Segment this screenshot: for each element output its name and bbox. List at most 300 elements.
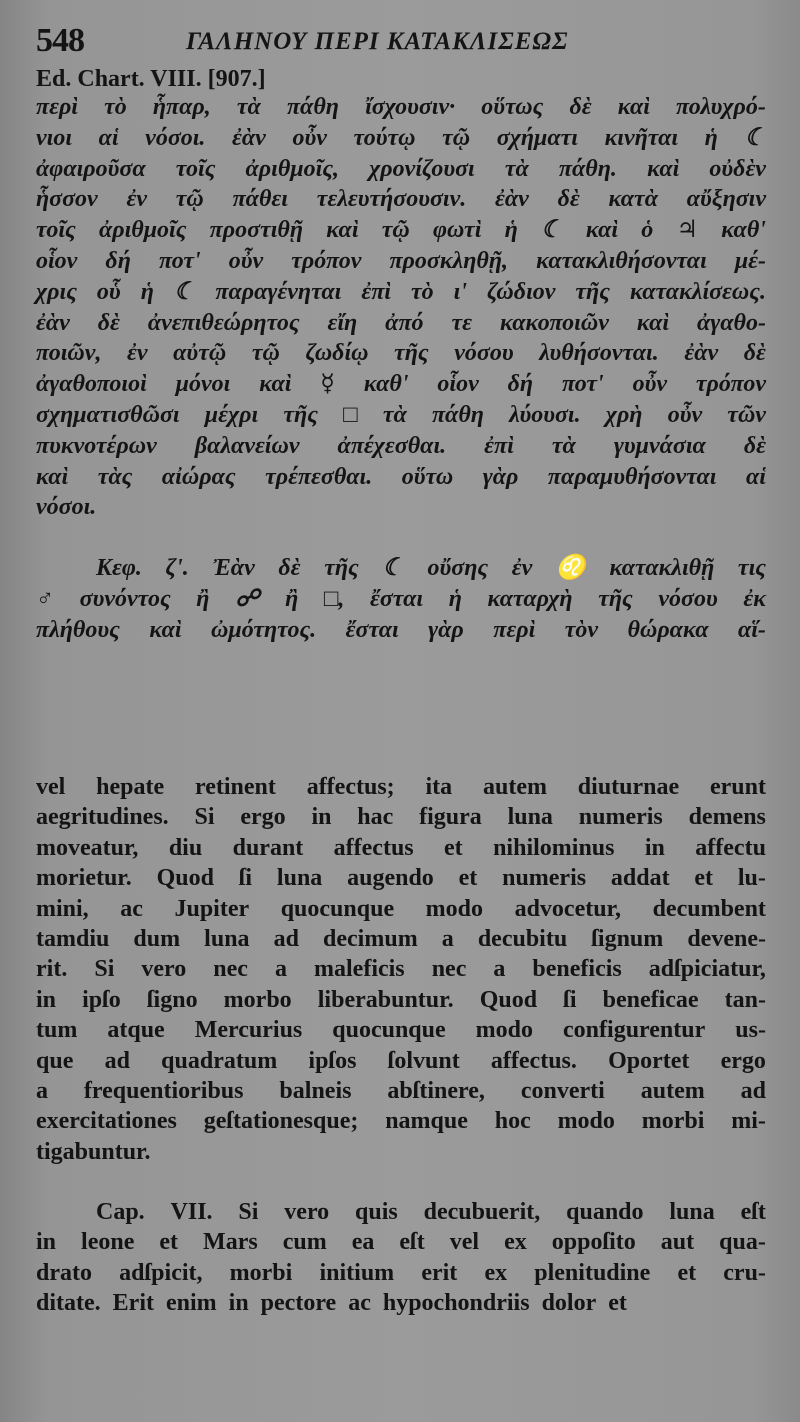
word: durant [232, 834, 304, 861]
word: τρόπον [695, 371, 766, 398]
text-line [36, 154, 766, 185]
word: τε [451, 309, 473, 336]
word: ἀγαθοποιοὶ [36, 371, 147, 398]
word: πολυχρό- [676, 94, 766, 120]
word: ☾ [173, 278, 196, 305]
word: in [36, 986, 57, 1013]
word: ἐπὶ [361, 278, 391, 305]
text-line [36, 1137, 766, 1167]
word: σχηματισθῶσι [36, 401, 180, 428]
word: devene- [687, 925, 766, 952]
running-head [36, 22, 764, 66]
word: decumbent [652, 895, 766, 922]
text-line [36, 308, 766, 339]
text-line [36, 462, 766, 493]
word: αὐτῷ [173, 340, 227, 367]
paragraph-gap [36, 523, 766, 553]
word: αἱ [746, 463, 766, 490]
word: ἐὰν [684, 340, 719, 367]
word: ſi [238, 865, 253, 892]
word: cru- [723, 1259, 766, 1286]
word: lu- [737, 865, 766, 892]
word: μέ- [734, 247, 766, 274]
greek-paragraph-1 [36, 92, 766, 523]
word: οἷον [36, 247, 78, 274]
word: erit [421, 1259, 458, 1286]
word: autem [482, 774, 547, 800]
word: οὕτως [481, 94, 544, 120]
word: βαλανείων [194, 432, 300, 459]
word: χρὴ [605, 401, 643, 428]
word: ſi [563, 986, 577, 1013]
word: luna [204, 925, 250, 952]
word: οὖν [292, 124, 327, 151]
word: τὰ [236, 94, 261, 120]
word: Jupiter [174, 895, 250, 922]
word: quadratum [161, 1047, 278, 1074]
word: plenitudine [534, 1259, 651, 1286]
text-line [36, 184, 766, 215]
word: καθ' [721, 217, 766, 244]
word: tamdiu [36, 925, 110, 952]
word: τὸ [104, 94, 127, 120]
word: qua- [719, 1229, 766, 1256]
word: τῷ [175, 186, 204, 213]
text-line [36, 277, 766, 308]
word: γυμνάσια [613, 432, 706, 459]
word: δὲ [557, 186, 580, 213]
word: τῆς [575, 278, 610, 305]
word: balneis [279, 1077, 352, 1104]
word: in [644, 834, 665, 861]
word: beneficae [602, 986, 699, 1013]
word: ἀφαιροῦσα [36, 155, 146, 182]
word: καὶ [259, 371, 292, 398]
word: Ἐὰν [212, 555, 255, 582]
word: leone [81, 1229, 135, 1256]
latin-text-block [36, 772, 766, 1319]
word: VII. [170, 1199, 213, 1226]
word: ipſos [308, 1047, 357, 1074]
word: δὲ [743, 432, 766, 459]
word: enim [165, 1290, 217, 1317]
word: in [36, 1229, 57, 1256]
word: aut [660, 1229, 695, 1256]
word: us- [735, 1017, 766, 1044]
word: νόσου [658, 585, 718, 612]
word: καὶ [617, 94, 650, 120]
word: καθ' [363, 371, 409, 398]
text-line [36, 985, 766, 1015]
word: οὕτω [401, 463, 454, 490]
word: οὖν [228, 247, 264, 274]
word: oppoſito [551, 1229, 636, 1256]
word: τὸ [411, 278, 434, 305]
word: et [677, 1259, 697, 1286]
word: ♂ [36, 585, 54, 612]
word: advocetur, [514, 895, 622, 922]
text-line [36, 833, 766, 863]
word: ποιῶν, [36, 340, 102, 367]
word: ex [484, 1259, 508, 1286]
word: vel [36, 774, 66, 800]
word: affectu [695, 834, 766, 861]
word: Quod [479, 986, 538, 1013]
word: ἐὰν [495, 186, 529, 213]
word: ἀγαθο- [696, 309, 766, 336]
word: Mars [203, 1229, 258, 1256]
word: νόσου [454, 340, 514, 367]
word: ποτ' [158, 247, 201, 274]
word: et [458, 865, 478, 892]
word: Si [238, 1199, 259, 1226]
word: τῆς [394, 340, 429, 367]
word: modo [475, 1017, 534, 1044]
word: que [36, 1047, 74, 1074]
word: vero [284, 1199, 330, 1226]
word: hac [357, 804, 394, 831]
word: τούτῳ [353, 124, 416, 151]
word: δὲ [97, 309, 120, 336]
word: παραμυθήσονται [547, 463, 717, 490]
word: ditate. [36, 1290, 101, 1317]
word: περὶ [493, 616, 536, 643]
word: δὲ [569, 94, 592, 120]
text-line [36, 894, 766, 924]
word: τρόπον [291, 247, 362, 274]
word: ex [504, 1229, 527, 1256]
word: geſtationesque; [203, 1108, 359, 1135]
word: cum [282, 1229, 327, 1256]
word: τις [737, 555, 766, 582]
word: ac [120, 895, 143, 922]
text-line [36, 553, 766, 584]
word: vero [141, 956, 187, 983]
word: οὖν [632, 371, 667, 398]
word: a [441, 925, 454, 952]
word: ἀνεπιθεώρητος [147, 309, 300, 336]
word: diuturnae [577, 774, 680, 800]
word: converti [520, 1077, 605, 1104]
word: beneficis [532, 956, 622, 983]
text-line [36, 1197, 766, 1227]
word: eſt [740, 1199, 766, 1226]
word: ergo [240, 804, 286, 831]
word: ζώδιον [487, 278, 556, 305]
word: κινῆται [604, 124, 679, 151]
word: affectus; [306, 774, 395, 800]
word: adſpicit, [119, 1259, 203, 1286]
word: ὠμότητος. [210, 616, 317, 643]
word: ſolvunt [387, 1047, 460, 1074]
word: morietur. [36, 865, 132, 892]
word: ἐν [511, 555, 533, 582]
text-line [36, 400, 766, 431]
word: τοῖς [36, 217, 76, 244]
word: quocunque [280, 895, 395, 922]
word: πάθη [286, 94, 339, 120]
word: δὲ [743, 340, 766, 367]
edition-reference: Ed. Chart. VIII. [907.] [36, 66, 266, 92]
word: τοῖς [175, 155, 216, 182]
text-line [36, 802, 766, 832]
word: decubitu [477, 925, 568, 952]
text-line [36, 215, 766, 246]
word: Si [94, 956, 115, 983]
word: τῆς [324, 555, 359, 582]
word: ἀριθμοῖς [98, 217, 187, 244]
word: morbi [641, 1108, 705, 1135]
word: in [228, 1290, 249, 1317]
word: ita [425, 774, 453, 800]
word: ἡ [140, 278, 154, 305]
word: drato [36, 1259, 92, 1286]
word: hepate [96, 774, 165, 800]
word: ♌ [555, 555, 586, 582]
word: Mercurius [194, 1017, 303, 1044]
word: exercitationes [36, 1108, 177, 1135]
word: et [694, 865, 714, 892]
word: Oportet [608, 1047, 690, 1074]
word: Si [194, 804, 215, 831]
word: ἐν [127, 340, 148, 367]
text-line [36, 772, 766, 802]
word: atque [107, 1017, 165, 1044]
word: luna [507, 804, 553, 831]
word: ἀριθμοῖς, [245, 155, 340, 182]
word: σχήματι [496, 124, 578, 151]
word: ἐν [126, 186, 147, 213]
word: προσκληθῇ, [389, 247, 509, 274]
word: namque [385, 1108, 468, 1135]
word: morbo [223, 986, 292, 1013]
text-line [36, 1076, 766, 1106]
latin-paragraph-2-chapter-7 [36, 1197, 766, 1319]
text-line [36, 863, 766, 893]
word: Κεφ. [96, 555, 142, 582]
word: τὸν [564, 616, 599, 643]
word: καὶ [36, 463, 69, 490]
page-number: 548 [36, 22, 84, 59]
word: ποτ' [561, 371, 604, 398]
word: τῆς [283, 401, 318, 428]
word: οὖν [667, 401, 703, 428]
word: ſignum [591, 925, 664, 952]
word: maleficis [314, 956, 405, 983]
word: erunt [709, 774, 766, 800]
word: modo [557, 1108, 615, 1135]
word: liberabuntur. [317, 986, 454, 1013]
word: αἵ- [737, 616, 766, 643]
word: addat [610, 865, 670, 892]
word: λύουσι. [509, 401, 581, 428]
word: ἐπὶ [484, 432, 514, 459]
word: συνόντος [79, 585, 171, 612]
word: ad [104, 1047, 130, 1074]
word: τῷ [381, 217, 410, 244]
word: νόσοι. [36, 494, 97, 521]
word: quocunque [332, 1017, 446, 1044]
word: numeris [578, 804, 663, 831]
word: πλήθους [36, 616, 120, 643]
word: νόσοι. [145, 124, 206, 151]
word: ἐκ [743, 585, 766, 612]
word: eſt [399, 1229, 425, 1256]
word: ζωδίῳ [305, 340, 369, 367]
word: εἴη [327, 309, 358, 336]
word: ἢ [196, 585, 210, 612]
word: dum [133, 925, 181, 952]
word: καὶ [326, 217, 359, 244]
word: δή [507, 371, 534, 398]
word: ♃ [676, 217, 699, 244]
word: vel [449, 1229, 480, 1256]
word: decubuerit, [423, 1199, 541, 1226]
word: moveatur, [36, 834, 139, 861]
word: □ [343, 401, 358, 428]
word: ἐὰν [232, 124, 266, 151]
word: tigabuntur. [36, 1138, 151, 1165]
word: οὔσης [427, 555, 489, 582]
word: luna [276, 865, 323, 892]
word: figura [419, 804, 482, 831]
word: abſtinere, [387, 1077, 485, 1104]
word: φωτὶ [433, 217, 482, 244]
text-line [36, 1015, 766, 1045]
word: προστιθῇ [209, 217, 304, 244]
word: tum [36, 1017, 78, 1044]
word: aegritudines. [36, 804, 169, 831]
text-line [36, 338, 766, 369]
word: κακοποιῶν [499, 309, 609, 336]
word: initium [319, 1259, 395, 1286]
text-line [36, 954, 766, 984]
word: hoc [494, 1108, 531, 1135]
word: δὲ [278, 555, 301, 582]
word: quando [566, 1199, 644, 1226]
word: numeris [502, 865, 587, 892]
word: πάθη [431, 401, 484, 428]
word: ea [351, 1229, 375, 1256]
word: μέχρι [204, 401, 259, 428]
word: mi- [731, 1108, 766, 1135]
word: rit. [36, 956, 68, 983]
word: diu [168, 834, 203, 861]
word: τῶν [727, 401, 766, 428]
word: □, [323, 585, 345, 612]
word: καὶ [585, 217, 619, 244]
word: ἧσσον [36, 186, 98, 213]
word: καὶ [647, 155, 680, 182]
word: ζ'. [165, 555, 189, 582]
word: οἷον [437, 371, 479, 398]
word: πάθει [232, 186, 288, 213]
word: retinent [194, 774, 276, 800]
word: pectore [260, 1290, 337, 1317]
word: Quod [156, 865, 214, 892]
word: ἡ [504, 217, 518, 244]
text-line [36, 492, 766, 523]
word: πάθη. [558, 155, 617, 182]
word: mini, [36, 895, 89, 922]
word: augendo [347, 865, 434, 892]
word: ☍ [235, 585, 260, 612]
word: a [36, 1077, 48, 1104]
text-line [36, 246, 766, 277]
word: dolor [541, 1290, 597, 1317]
word: nec [213, 956, 248, 983]
word: ipſo [82, 986, 121, 1013]
word: καταρχὴ [487, 585, 573, 612]
word: τρέπεσθαι. [265, 463, 373, 490]
word: χρις [36, 278, 77, 305]
word: χρονίζουσι [369, 155, 475, 182]
word: μόνοι [175, 371, 231, 398]
text-line [36, 615, 766, 646]
word: τὰ [504, 155, 529, 182]
word: modo [425, 895, 483, 922]
word: ἔσται [345, 616, 399, 643]
word: κατακλίσεως. [629, 278, 766, 305]
word: a [493, 956, 506, 983]
word: nec [431, 956, 467, 983]
word: ἔσται [370, 585, 424, 612]
word: οὐδὲν [709, 155, 766, 182]
word: πυκνοτέρων [36, 432, 157, 459]
word: γὰρ [428, 616, 464, 643]
word: demens [688, 804, 766, 831]
greek-text-block [36, 92, 766, 646]
text-line [36, 1046, 766, 1076]
word: ☾ [744, 124, 766, 151]
word: ὁ [641, 217, 654, 244]
word: τῷ [442, 124, 471, 151]
paragraph-gap [36, 1167, 766, 1197]
word: ac [348, 1290, 371, 1317]
word: a [274, 956, 287, 983]
word: αὔξησιν [686, 186, 766, 213]
word: τῆς [598, 585, 633, 612]
word: ☿ [320, 371, 335, 398]
word: Cap. [96, 1199, 145, 1226]
word: ἐὰν [36, 309, 70, 336]
word: adſpiciatur, [648, 956, 766, 983]
word: frequentioribus [83, 1077, 244, 1104]
word: κατακλιθῇ [609, 555, 715, 582]
word: nihilominus [493, 834, 615, 861]
word: hypochondriis [382, 1290, 530, 1317]
word: et [159, 1229, 179, 1256]
word: quis [355, 1199, 398, 1226]
word: decimum [323, 925, 418, 952]
text-line [36, 584, 766, 615]
text-line [36, 1227, 766, 1257]
word: τῷ [251, 340, 280, 367]
word: affectus [333, 834, 414, 861]
word: tan- [724, 986, 766, 1013]
word: morbi [229, 1259, 293, 1286]
word: ι' [453, 278, 468, 305]
word: ad [740, 1077, 766, 1104]
word: Erit [112, 1290, 154, 1317]
text-line [36, 1106, 766, 1136]
word: περὶ [36, 94, 78, 120]
word: καὶ [636, 309, 670, 336]
word: luna [669, 1199, 715, 1226]
word: νιοι [36, 124, 72, 151]
word: τὰ [382, 401, 407, 428]
word: in [311, 804, 332, 831]
